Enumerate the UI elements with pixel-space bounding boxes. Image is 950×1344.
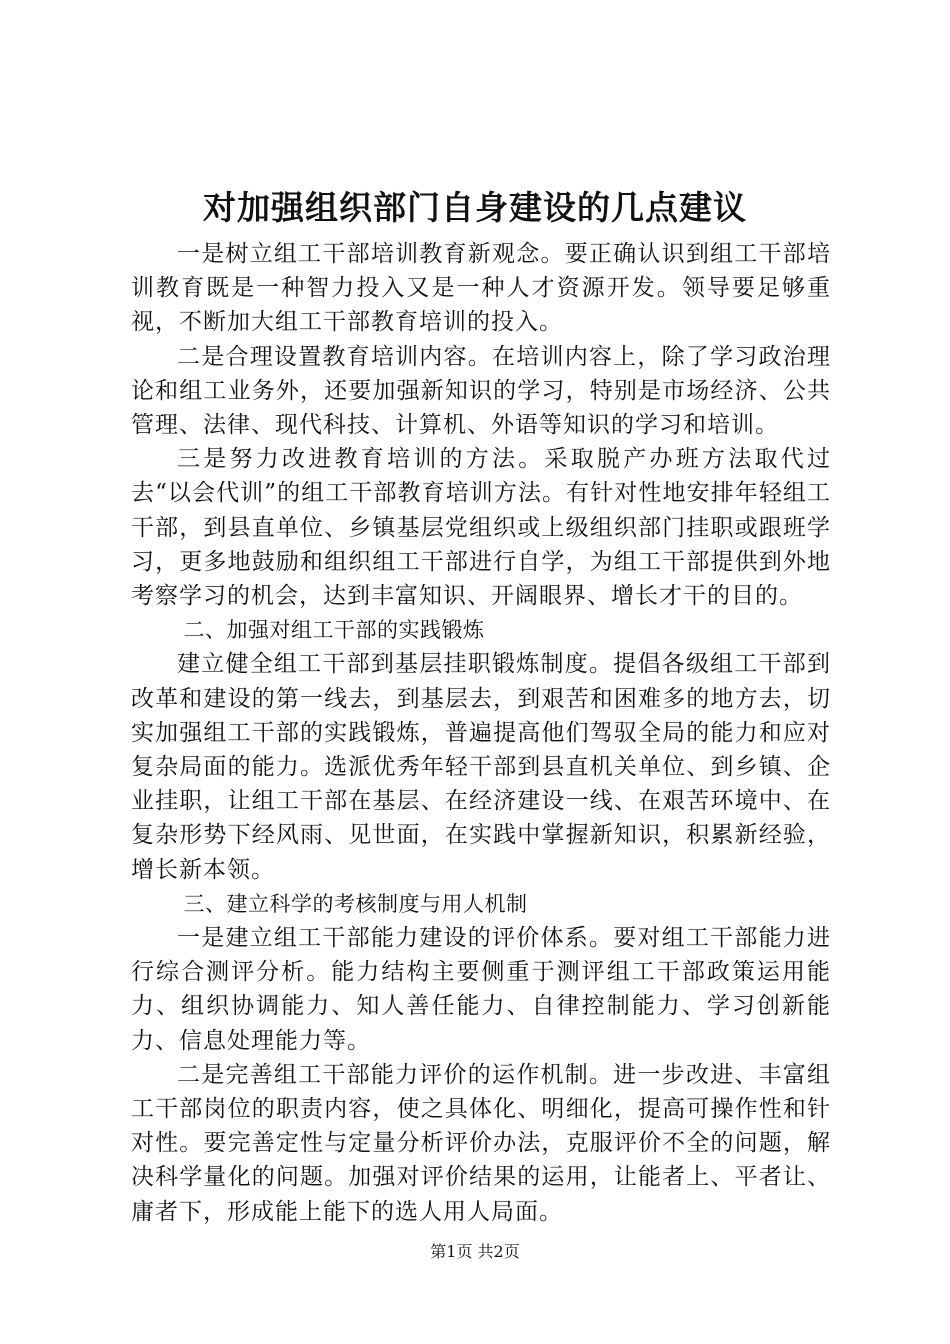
page-number-footer: 第1页 共2页 <box>430 1242 520 1261</box>
paragraph-training-content: 二是合理设置教育培训内容。在培训内容上，除了学习政治理论和组工业务外，还要加强新知识的学习，特别是市场经济、公共管理、法律、现代科技、计算机、外语等知识的学习和培训。 <box>131 343 831 439</box>
paragraph-training-concept: 一是树立组工干部培训教育新观念。要正确认识到组工干部培训教育既是一种智力投入又是一种人才资源开发。领导要足够重视，不断加大组工干部教育培训的投入。 <box>131 241 831 336</box>
paragraph-training-method: 三是努力改进教育培训的方法。采取脱产办班方法取代过去“以会代训”的组工干部教育培训方法。有针对性地安排年轻组工干部，到县直单位、乡镇基层党组织或上级组织部门挂职或跟班学习，更多地鼓励和组织组工干部进行自学，为组工干部提供到外地考察学习的机会，达到丰富知识、开阔眼界、增长才干的目的。 <box>131 446 831 610</box>
paragraph-evaluation-system: 一是建立组工干部能力建设的评价体系。要对组工干部能力进行综合测评分析。能力结构主要侧重于测评组工干部政策运用能力、组织协调能力、知人善任能力、自律控制能力、学习创新能力、信息处理能力等。 <box>131 925 831 1054</box>
paragraph-evaluation-mechanism: 二是完善组工干部能力评价的运作机制。进一步改进、丰富组工干部岗位的职责内容，使之具体化、明细化，提高可操作性和针对性。要完善定性与定量分析评价办法，克服评价不全的问题，解决科学量化的问题。加强对评价结果的运用，让能者上、平者让、庸者下，形成能上能下的选人用人局面。 <box>131 1061 831 1225</box>
paragraph-practice: 建立健全组工干部到基层挂职锻炼制度。提倡各级组工干部到改革和建设的第一线去，到基层去，到艰苦和困难多的地方去，切实加强组工干部的实践锻炼，普遍提高他们驾驭全局的能力和应对复杂局面的能力。选派优秀年轻干部到县直机关单位、到乡镇、企业挂职，让组工干部在基层、在经济建设一线、在艰苦环境中、在复杂形势下经风雨、见世面，在实践中掌握新知识，积累新经验，增长新本领。 <box>131 651 831 883</box>
section-heading-assessment: 三、建立科学的考核制度与用人机制 <box>183 891 528 916</box>
document-body <box>131 237 831 1229</box>
section-heading-practice: 二、加强对组工干部的实践锻炼 <box>183 618 485 643</box>
document-title: 对加强组织部门自身建设的几点建议 <box>203 188 747 227</box>
